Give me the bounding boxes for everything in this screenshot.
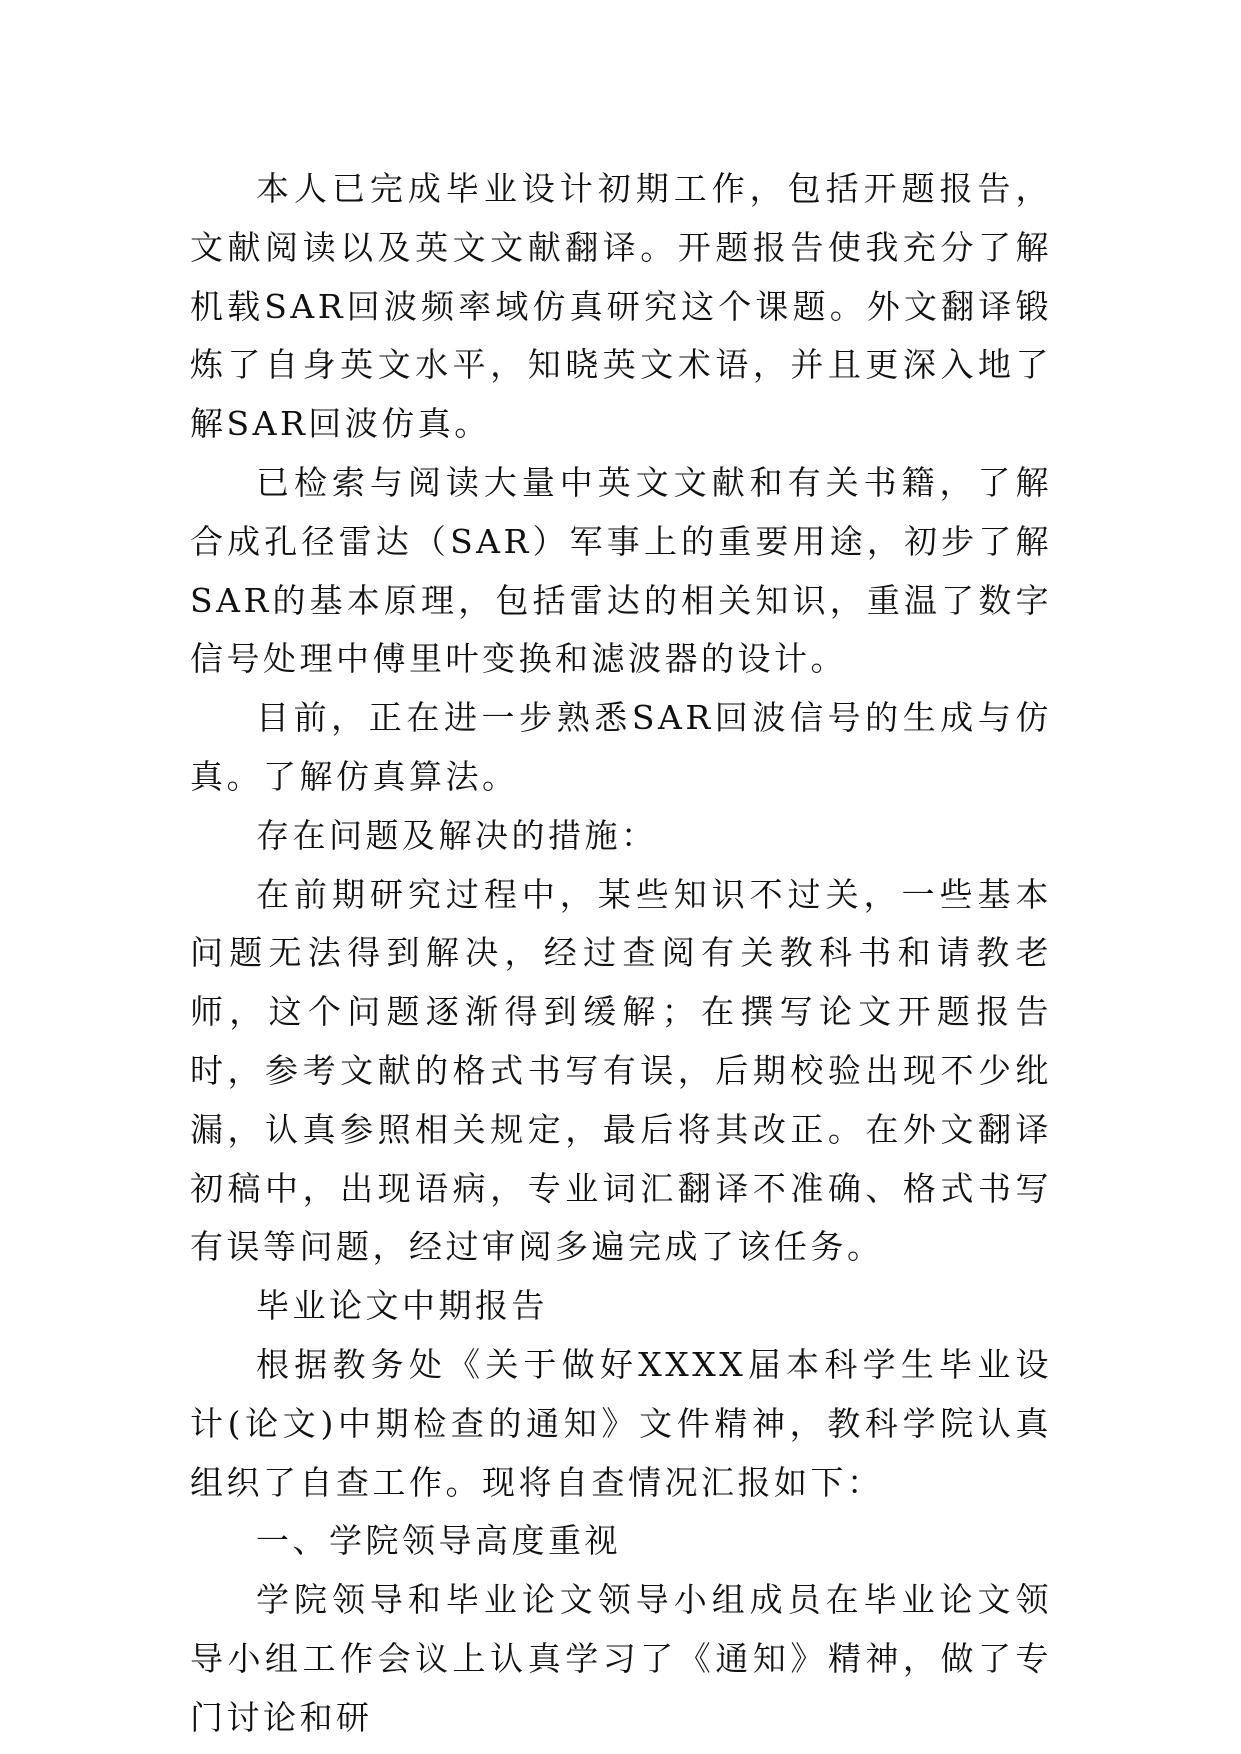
paragraph-section-one-heading: 一、学院领导高度重视 <box>256 1521 621 1561</box>
document-body <box>190 160 1052 1748</box>
paragraph-literature-review: 已检索与阅读大量中英文文献和有关书籍，了解合成孔径雷达（SAR）军事上的重要用途，初步了解SAR的基本原理，包括雷达的相关知识，重温了数字信号处理中傅里叶变换和滤波器的设计。 <box>190 462 1052 679</box>
paragraph-midterm-report-title: 毕业论文中期报告 <box>256 1286 548 1326</box>
paragraph-notice-intro: 根据教务处《关于做好XXXX届本科学生毕业设计(论文)中期检查的通知》文件精神，教科学院认真组织了自查工作。现将自查情况汇报如下： <box>190 1344 1052 1502</box>
paragraph-progress-summary: 本人已完成毕业设计初期工作，包括开题报告，文献阅读以及英文文献翻译。开题报告使我充分了解机载SAR回波频率域仿真研究这个课题。外文翻译锻炼了自身英文水平，知晓英文术语，并且更深入地了解SAR回波仿真。 <box>190 169 1052 444</box>
paragraph-section-one-body: 学院领导和毕业论文领导小组成员在毕业论文领导小组工作会议上认真学习了《通知》精神，做了专门讨论和研 <box>190 1580 1052 1737</box>
paragraph-current-work: 目前，正在进一步熟悉SAR回波信号的生成与仿真。了解仿真算法。 <box>190 698 1052 796</box>
paragraph-problems-heading: 存在问题及解决的措施： <box>256 815 658 855</box>
paragraph-problems-detail: 在前期研究过程中，某些知识不过关，一些基本问题无法得到解决，经过查阅有关教科书和请教老师，这个问题逐渐得到缓解；在撰写论文开题报告时，参考文献的格式书写有误，后期校验出现不少纰漏，认真参照相关规定，最后将其改正。在外文翻译初稿中，出现语病，专业词汇翻译不准确、格式书写有误等问题，经过审阅多遍完成了该任务。 <box>190 874 1052 1267</box>
